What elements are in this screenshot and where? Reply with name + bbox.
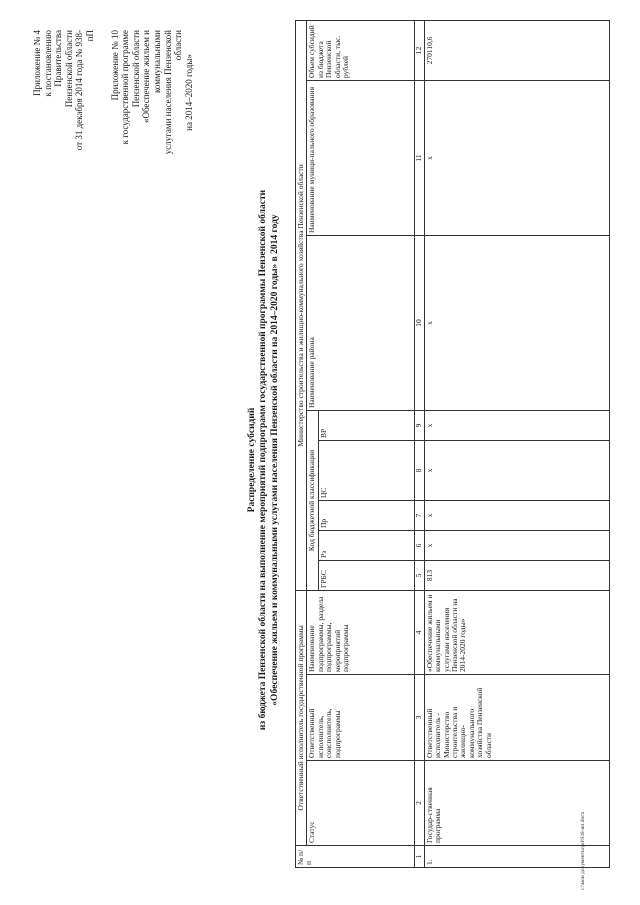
header-budget-code: Код бюджетной классификации bbox=[307, 410, 318, 590]
header-status: Статус bbox=[307, 761, 414, 846]
column-number: 10 bbox=[414, 235, 424, 410]
appendix-line: к государственной программе bbox=[120, 30, 131, 145]
appendix-line: услугами населения Пензенской области bbox=[162, 30, 184, 155]
row-rz: х bbox=[424, 530, 609, 560]
header-rz: Рз bbox=[318, 530, 414, 560]
rotated-page bbox=[25, 25, 615, 890]
header-row-2 bbox=[307, 20, 318, 867]
appendix-line: на 2014–2020 годы» bbox=[183, 54, 194, 131]
appendix-line: «Обеспечение жильем и коммунальными bbox=[141, 30, 163, 124]
table-row bbox=[424, 20, 609, 867]
header-name: Наименование подпрограммы, раздела подпрограммы, мероприятий подпрограммы bbox=[307, 590, 414, 674]
header-pr: Пр bbox=[318, 500, 414, 530]
appendix-line: Пензенской области bbox=[130, 30, 141, 108]
column-number: 2 bbox=[414, 761, 424, 846]
column-number: 4 bbox=[414, 590, 424, 674]
header-executor: Ответственный исполнитель, соисполнитель, подпрограммы bbox=[307, 675, 414, 761]
column-number: 8 bbox=[414, 440, 424, 500]
approval-line: от 31 декабря 2014 года № 938-пП bbox=[74, 30, 96, 151]
title-line: Распределение субсидий bbox=[247, 407, 257, 513]
header-cs: ЦС bbox=[318, 440, 414, 500]
column-number: 5 bbox=[414, 560, 424, 590]
header-executor-group: Ответственный исполнитель государственной программы bbox=[296, 590, 307, 845]
appendix-line: Приложение № 10 bbox=[109, 30, 120, 101]
header-district: Наименование района bbox=[307, 235, 414, 410]
header-ministry-group: Министерство строительства и жилищно-коммунального хозяйства Пензенской области bbox=[296, 20, 307, 590]
row-cs: х bbox=[424, 440, 609, 500]
approval-line: Приложение № 4 bbox=[32, 30, 42, 96]
title-line: «Обеспечение жильем и коммунальными услугами населения Пензенской области на 2014–2020 годы» в 2014 году bbox=[269, 214, 280, 706]
row-num: 1. bbox=[424, 846, 609, 868]
row-volume: 270110,6 bbox=[424, 20, 609, 80]
header-volume: Объем субсидий из бюджета Пензенской области, тыс. рублей bbox=[307, 20, 414, 80]
spacer bbox=[96, 30, 110, 155]
column-number: 1 bbox=[414, 846, 424, 868]
header-vr: ВР bbox=[318, 410, 414, 440]
row-district: х bbox=[424, 235, 609, 410]
row-executor: Ответственный исполнитель - Министерство строительства и жилищно-коммунального хозяйства Пензенской области bbox=[424, 675, 609, 761]
row-grbs: 813 bbox=[424, 560, 609, 590]
column-number: 12 bbox=[414, 20, 424, 80]
header-municipality: Наименование муници-пального образования bbox=[307, 80, 414, 235]
column-number: 6 bbox=[414, 530, 424, 560]
header-grbs: ГРБС bbox=[318, 560, 414, 590]
subsidies-table bbox=[295, 20, 610, 868]
header-row-1 bbox=[296, 20, 307, 867]
header-num: № п/п bbox=[296, 846, 415, 868]
file-path-footer: c:\мои документы\pd\938-ип.docx bbox=[580, 811, 586, 890]
column-number-row bbox=[414, 20, 424, 867]
row-vr: х bbox=[424, 410, 609, 440]
row-program-name: «Обеспечение жильем и коммунальными услугами населения Пензенской области на 2014-2020 годы» bbox=[424, 590, 609, 674]
approval-block bbox=[32, 30, 195, 155]
row-municipality: х bbox=[424, 80, 609, 235]
row-pr: х bbox=[424, 500, 609, 530]
column-number: 9 bbox=[414, 410, 424, 440]
row-status: Государ-ственная программа bbox=[424, 761, 609, 846]
column-number: 11 bbox=[414, 80, 424, 235]
column-number: 3 bbox=[414, 675, 424, 761]
approval-line: Пензенской области bbox=[63, 30, 74, 108]
title-line: из бюджета Пензенской области на выполнение мероприятий подпрограмм государственной программы Пензенской области bbox=[258, 189, 269, 731]
approval-line: к постановлению Правительства bbox=[42, 30, 64, 97]
document-title bbox=[247, 30, 281, 890]
column-number: 7 bbox=[414, 500, 424, 530]
